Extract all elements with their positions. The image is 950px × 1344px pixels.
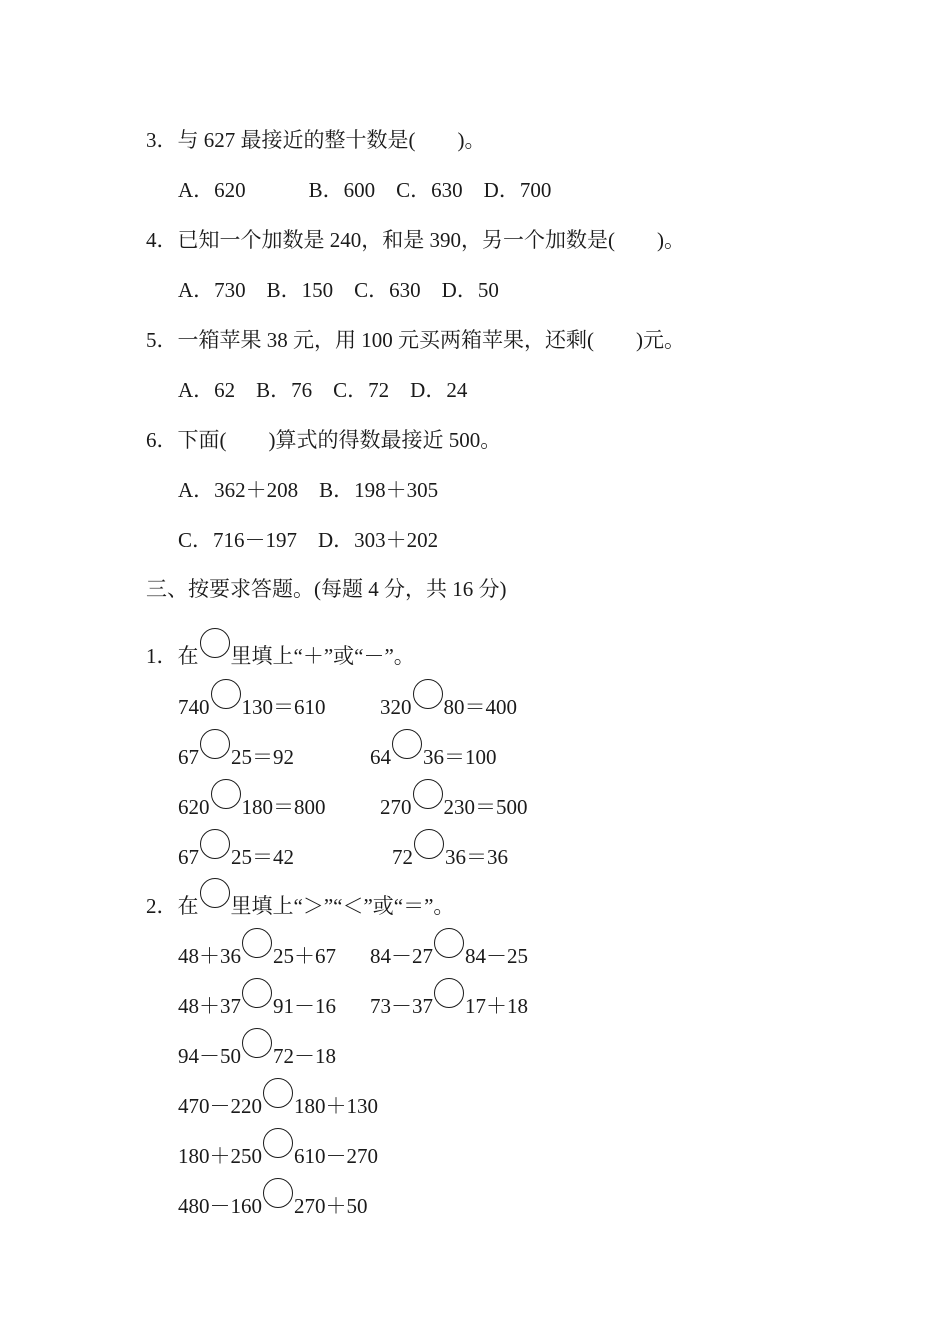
equation-left: 740 xyxy=(178,695,210,719)
comparison-right: 17＋18 xyxy=(465,994,528,1018)
comparison-left: 73－37 xyxy=(370,994,433,1018)
comparison-left: 480－160 xyxy=(178,1194,262,1218)
question-3: 3．与 627 最接近的整十数是( )。 xyxy=(146,128,486,152)
equation-right: 180＝800 xyxy=(241,795,326,819)
question-6-options-row1: A．362＋208 B．198＋305 xyxy=(178,478,439,502)
section-3-title: 三、按要求答题。(每题 4 分，共 16 分) xyxy=(146,577,507,601)
problem-1-prompt-end: 里填上“＋”或“－”。 xyxy=(230,644,415,668)
equation-right: 130＝610 xyxy=(241,695,326,719)
equation-left: 67 xyxy=(178,845,199,869)
equation-item xyxy=(392,829,508,872)
circle-blank-input[interactable] xyxy=(434,928,464,958)
question-6-options-row2: C．716－197 D．303＋202 xyxy=(178,528,439,552)
circle-blank-input[interactable] xyxy=(392,729,422,759)
equation-left: 320 xyxy=(380,695,412,719)
comparison-item xyxy=(178,1028,336,1071)
question-5-options: A．62 B．76 C．72 D．24 xyxy=(178,378,468,402)
circle-blank-input[interactable] xyxy=(200,829,230,859)
problem-1-prompt xyxy=(146,628,415,671)
comparison-right: 610－270 xyxy=(294,1144,378,1168)
comparison-right: 25＋67 xyxy=(273,944,336,968)
comparison-right: 180＋130 xyxy=(294,1094,378,1118)
question-5: 5．一箱苹果 38 元，用 100 元买两箱苹果，还剩( )元。 xyxy=(146,328,685,352)
equation-item xyxy=(370,729,497,772)
question-4-options: A．730 B．150 C．630 D．50 xyxy=(178,278,499,302)
comparison-left: 94－50 xyxy=(178,1044,241,1068)
comparison-left: 470－220 xyxy=(178,1094,262,1118)
circle-blank-icon xyxy=(200,628,230,658)
equation-left: 620 xyxy=(178,795,210,819)
circle-blank-input[interactable] xyxy=(434,978,464,1008)
comparison-left: 180＋250 xyxy=(178,1144,262,1168)
circle-blank-input[interactable] xyxy=(263,1078,293,1108)
comparison-left: 48＋36 xyxy=(178,944,241,968)
problem-2-prompt xyxy=(146,878,454,921)
question-4: 4．已知一个加数是 240，和是 390，另一个加数是( )。 xyxy=(146,228,685,252)
circle-blank-input[interactable] xyxy=(414,829,444,859)
equation-item xyxy=(380,679,517,722)
equation-left: 270 xyxy=(380,795,412,819)
equation-right: 36＝36 xyxy=(445,845,508,869)
comparison-item xyxy=(370,928,528,971)
comparison-item xyxy=(178,928,336,971)
comparison-right: 270＋50 xyxy=(294,1194,368,1218)
equation-item xyxy=(178,779,326,822)
equation-item xyxy=(178,829,294,872)
comparison-item xyxy=(178,1178,368,1221)
circle-blank-input[interactable] xyxy=(242,1028,272,1058)
question-3-options: A．620 B．600 C．630 D．700 xyxy=(178,178,552,202)
circle-blank-input[interactable] xyxy=(263,1128,293,1158)
equation-right: 25＝92 xyxy=(231,745,294,769)
equation-left: 64 xyxy=(370,745,391,769)
comparison-left: 84－27 xyxy=(370,944,433,968)
equation-right: 230＝500 xyxy=(443,795,528,819)
circle-blank-input[interactable] xyxy=(200,729,230,759)
comparison-item xyxy=(178,1078,378,1121)
problem-2-prompt-start: 2．在 xyxy=(146,894,199,918)
circle-blank-icon xyxy=(200,878,230,908)
comparison-left: 48＋37 xyxy=(178,994,241,1018)
problem-2-prompt-end: 里填上“＞”“＜”或“＝”。 xyxy=(230,894,455,918)
equation-left: 72 xyxy=(392,845,413,869)
comparison-right: 84－25 xyxy=(465,944,528,968)
comparison-item xyxy=(178,978,336,1021)
equation-item xyxy=(178,679,326,722)
equation-right: 80＝400 xyxy=(443,695,517,719)
circle-blank-input[interactable] xyxy=(242,928,272,958)
circle-blank-input[interactable] xyxy=(211,679,241,709)
equation-item xyxy=(178,729,294,772)
circle-blank-input[interactable] xyxy=(211,779,241,809)
comparison-item xyxy=(370,978,528,1021)
equation-right: 36＝100 xyxy=(423,745,497,769)
comparison-right: 72－18 xyxy=(273,1044,336,1068)
circle-blank-input[interactable] xyxy=(242,978,272,1008)
problem-1-prompt-start: 1．在 xyxy=(146,644,199,668)
comparison-item xyxy=(178,1128,378,1171)
circle-blank-input[interactable] xyxy=(263,1178,293,1208)
comparison-right: 91－16 xyxy=(273,994,336,1018)
equation-right: 25＝42 xyxy=(231,845,294,869)
question-6: 6．下面( )算式的得数最接近 500。 xyxy=(146,428,502,452)
circle-blank-input[interactable] xyxy=(413,779,443,809)
equation-left: 67 xyxy=(178,745,199,769)
circle-blank-input[interactable] xyxy=(413,679,443,709)
equation-item xyxy=(380,779,528,822)
